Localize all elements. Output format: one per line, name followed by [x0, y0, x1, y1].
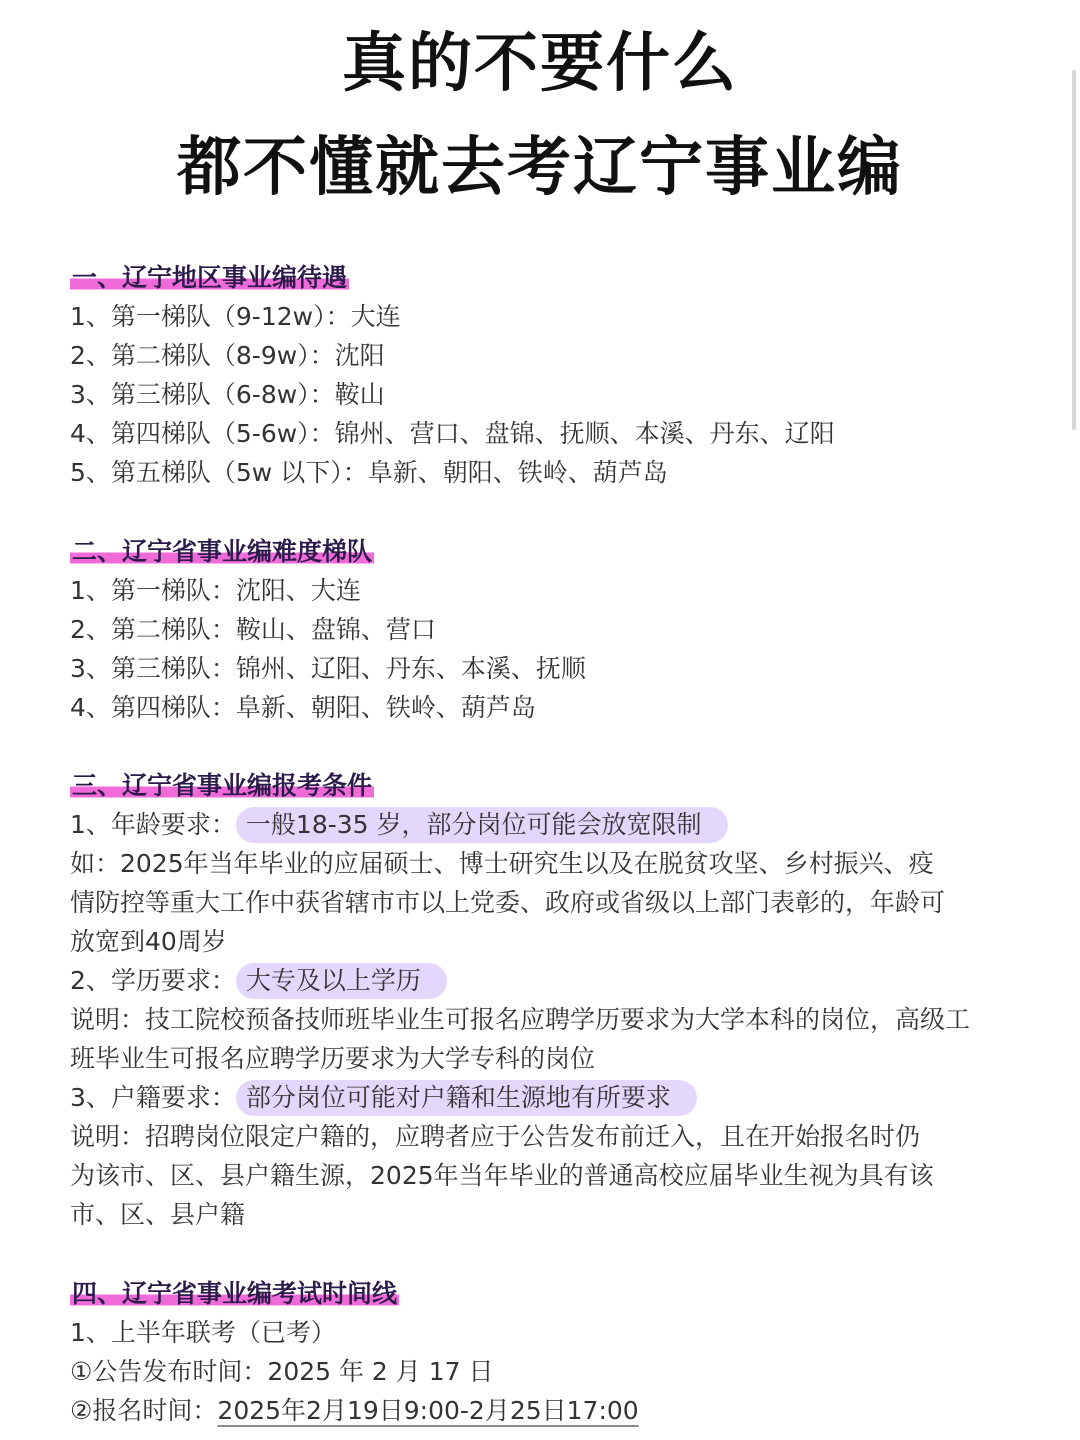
- education-label: 2、学历要求：: [70, 966, 236, 995]
- register-value: 2025年2月19日9:00-2月25日17:00: [217, 1396, 639, 1425]
- hukou-highlight: 部分岗位可能对户籍和生源地有所要求: [236, 1080, 697, 1116]
- hukou-requirement: [70, 1080, 697, 1116]
- hukou-note-line: 说明：招聘岗位限定户籍的，应聘者应于公告发布前迁入，且在开始报名时仍: [70, 1122, 921, 1151]
- age-highlight: 一般18-35 岁，部分岗位可能会放宽限制: [236, 807, 728, 843]
- age-note-line: 如：2025年当年毕业的应届硕士、博士研究生以及在脱贫攻坚、乡村振兴、疫: [70, 849, 934, 878]
- list-item: 4、第四梯队（5-6w）：锦州、营口、盘锦、抚顺、本溪、丹东、辽阳: [70, 419, 835, 448]
- list-item: 5、第五梯队（5w 以下）：阜新、朝阳、铁岭、葫芦岛: [70, 458, 668, 487]
- list-item: 3、第三梯队（6-8w）：鞍山: [70, 380, 385, 409]
- hukou-note-line: 为该市、区、县户籍生源，2025年当年毕业的普通高校应届毕业生视为具有该: [70, 1161, 934, 1190]
- section-heading-requirements: 三、辽宁省事业编报考条件: [70, 768, 374, 804]
- age-label: 1、年龄要求：: [70, 810, 236, 839]
- list-item: 3、第三梯队：锦州、辽阳、丹东、本溪、抚顺: [70, 654, 586, 683]
- section-heading-timeline: 四、辽宁省事业编考试时间线: [70, 1276, 399, 1312]
- education-highlight: 大专及以上学历: [236, 963, 447, 999]
- age-note-line: 情防控等重大工作中获省辖市市以上党委、政府或省级以上部门表彰的，年龄可: [70, 888, 946, 917]
- age-requirement: [70, 807, 728, 843]
- register-time: [70, 1393, 639, 1429]
- age-note-line: 放宽到40周岁: [70, 927, 227, 956]
- list-item: 4、第四梯队：阜新、朝阳、铁岭、葫芦岛: [70, 693, 536, 722]
- education-note-line: 班毕业生可报名应聘学历要求为大学专科的岗位: [70, 1044, 596, 1073]
- hukou-note-line: 市、区、县户籍: [70, 1200, 246, 1229]
- list-item: 2、第二梯队（8-9w）：沈阳: [70, 341, 385, 370]
- section-heading-difficulty: 二、辽宁省事业编难度梯队: [70, 534, 374, 570]
- title-line-1: 真的不要什么: [342, 27, 738, 101]
- section-heading-salary: 一、辽宁地区事业编待遇: [70, 260, 349, 296]
- list-item: 1、上半年联考（已考）: [70, 1318, 336, 1347]
- scrollbar[interactable]: [1072, 70, 1076, 430]
- list-item: 1、第一梯队（9-12w）：大连: [70, 302, 401, 331]
- title-line-2: 都不懂就去考辽宁事业编: [177, 131, 903, 205]
- hukou-label: 3、户籍要求：: [70, 1083, 236, 1112]
- announce-date: ①公告发布时间：2025 年 2 月 17 日: [70, 1357, 494, 1386]
- education-requirement: [70, 963, 447, 999]
- list-item: 1、第一梯队：沈阳、大连: [70, 576, 361, 605]
- register-label: ②报名时间：: [70, 1396, 218, 1425]
- education-note-line: 说明：技工院校预备技师班毕业生可报名应聘学历要求为大学本科的岗位，高级工: [70, 1005, 971, 1034]
- list-item: 2、第二梯队：鞍山、盘锦、营口: [70, 615, 436, 644]
